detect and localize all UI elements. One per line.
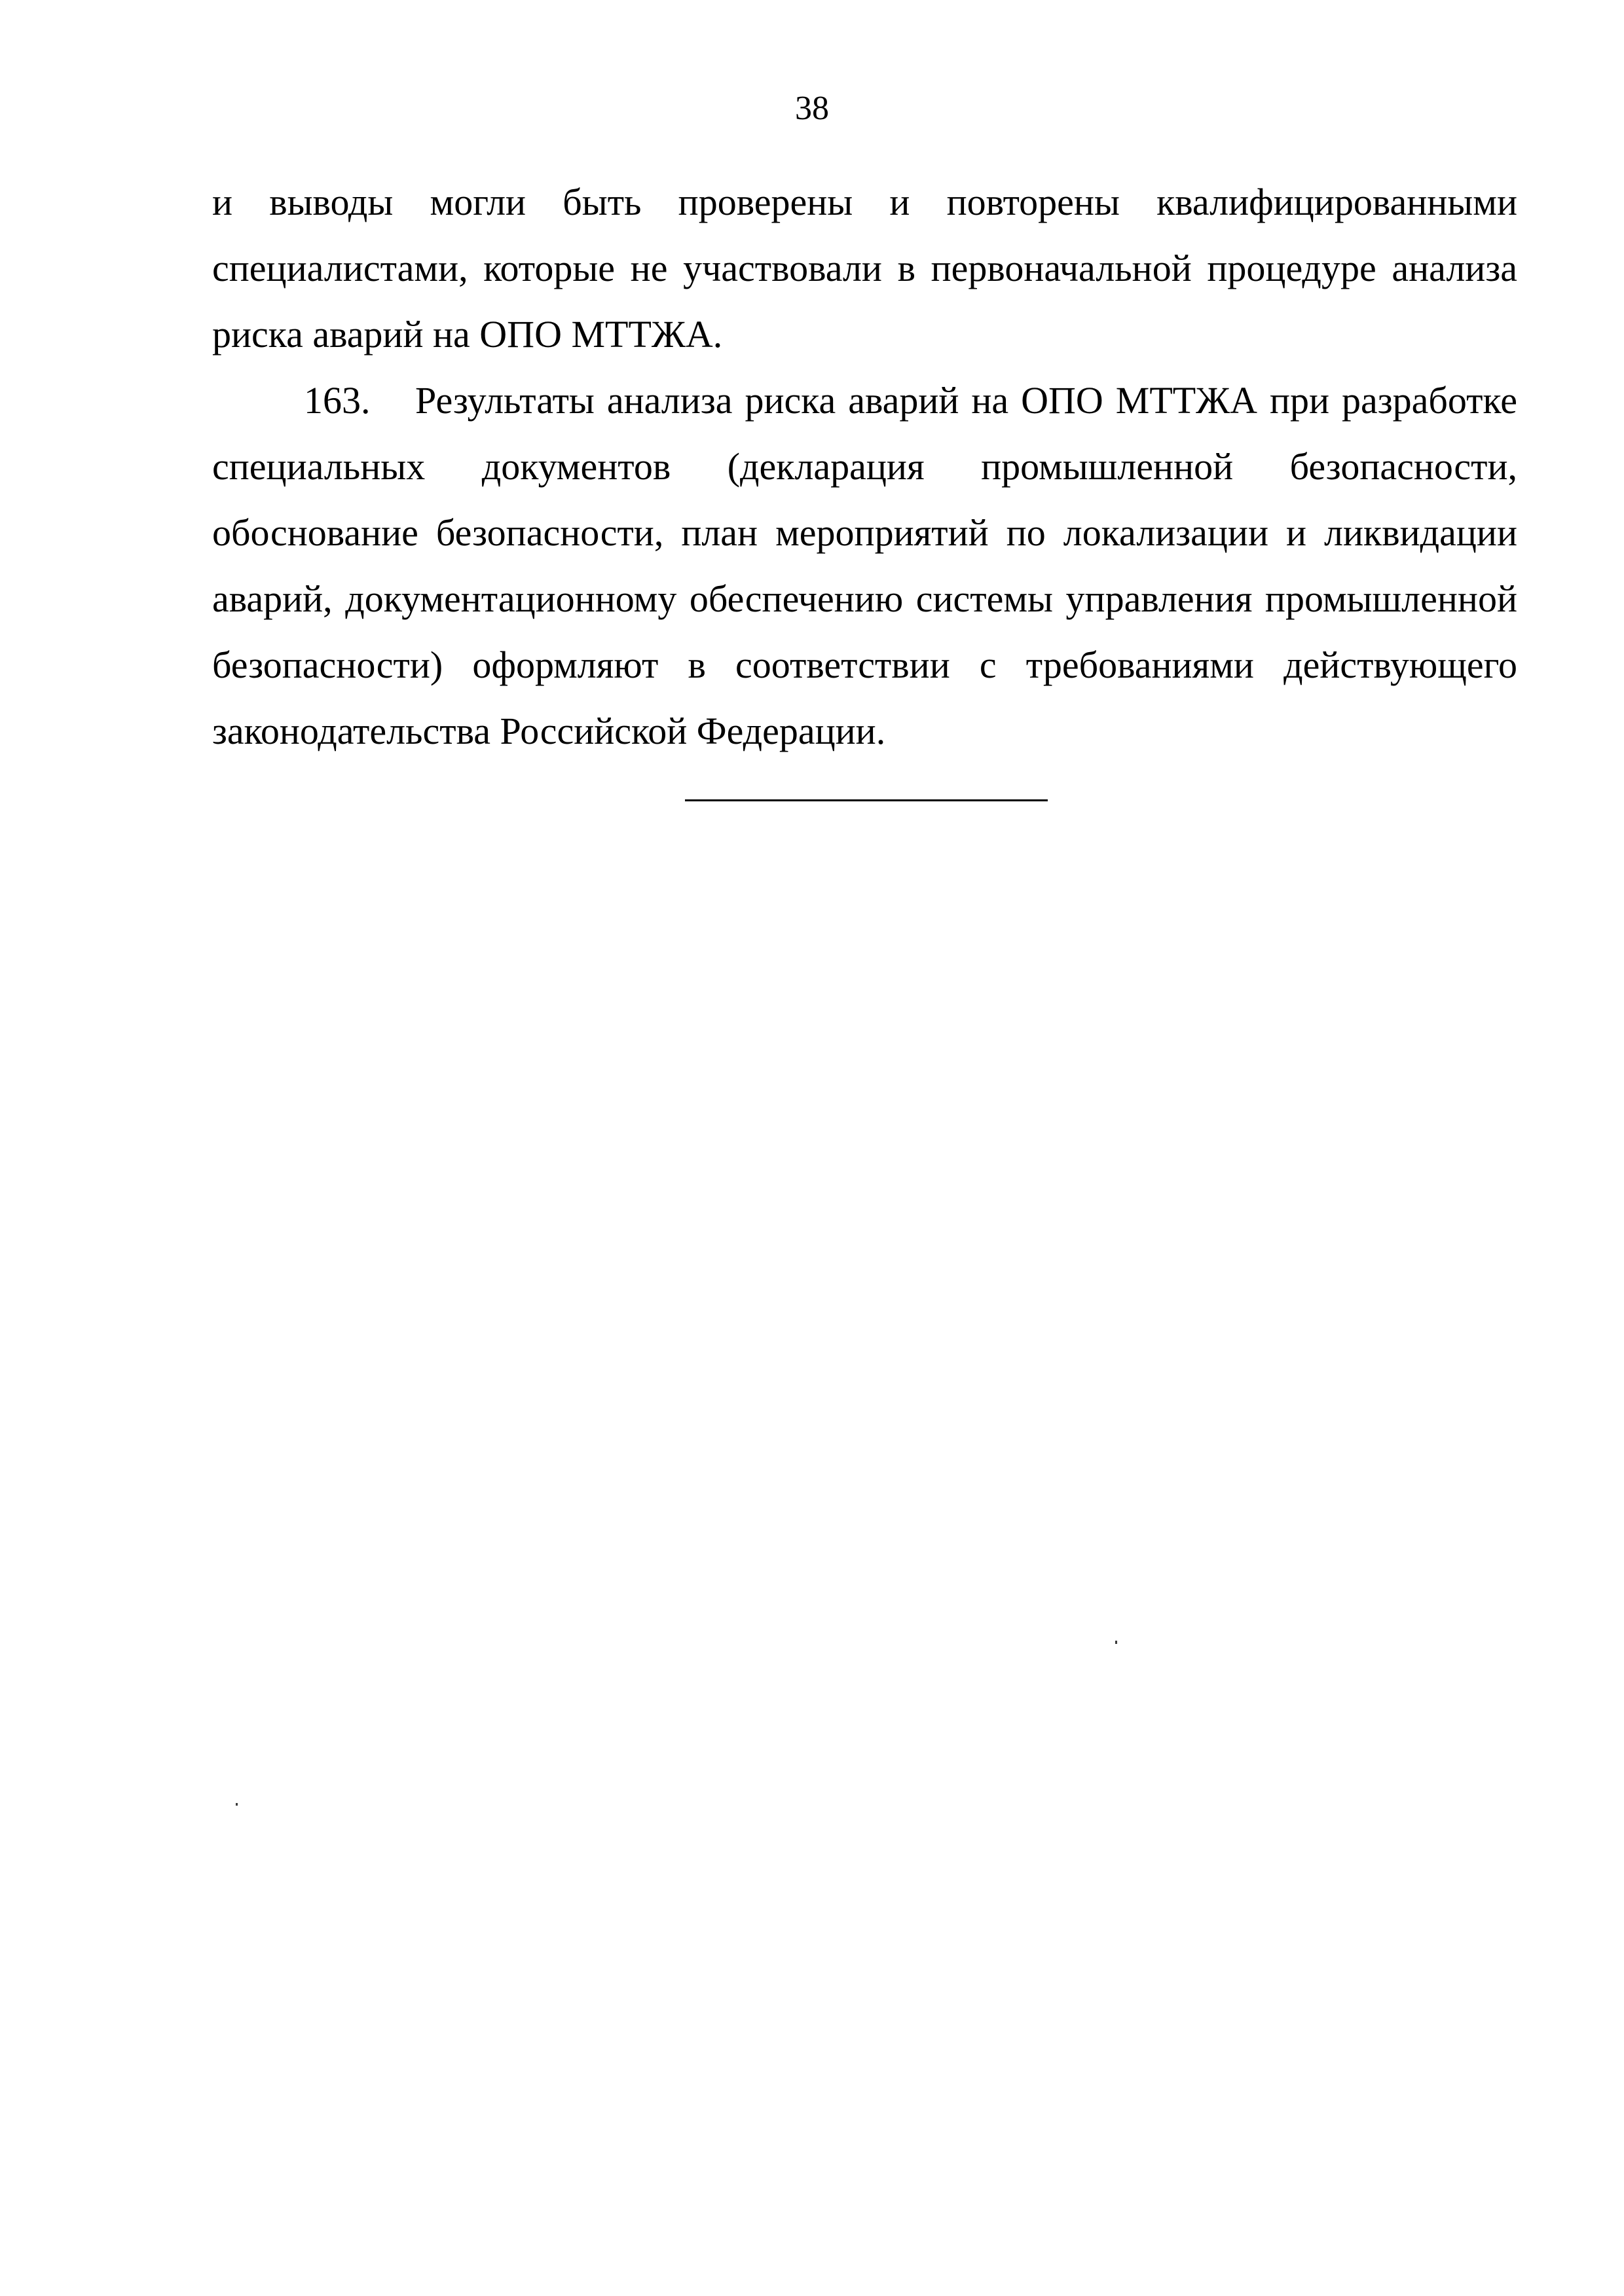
page-number: 38 — [795, 90, 829, 127]
paragraph-line: аварий, документационному обеспечению системы управления промышленной — [212, 577, 1517, 620]
paragraph-line: законодательства Российской Федерации. — [212, 710, 886, 752]
paragraph-line: безопасности) оформляют в соответствии с требованиями действующего — [212, 644, 1517, 686]
clause-163 — [212, 367, 1517, 764]
scan-speck — [236, 1803, 238, 1806]
paragraph-line: специальных документов (декларация промышленной безопасности, — [212, 445, 1517, 488]
document-body — [212, 169, 1517, 764]
paragraph-line: специалистами, которые не участвовали в первоначальной процедуре анализа — [212, 247, 1517, 289]
end-separator-line — [685, 799, 1048, 801]
clause-first-line-text: Результаты анализа риска аварий на ОПО МТТЖА при разработке — [415, 379, 1517, 422]
scan-speck — [1115, 1641, 1117, 1644]
paragraph-line: и выводы могли быть проверены и повторены квалифицированными — [212, 181, 1517, 223]
clause-number: 163. — [304, 379, 371, 422]
clause-first-line — [212, 367, 1517, 433]
paragraph-line: риска аварий на ОПО МТТЖА. — [212, 313, 723, 355]
continued-paragraph — [212, 169, 1517, 367]
paragraph-line: обоснование безопасности, план мероприятий по локализации и ликвидации — [212, 511, 1517, 554]
